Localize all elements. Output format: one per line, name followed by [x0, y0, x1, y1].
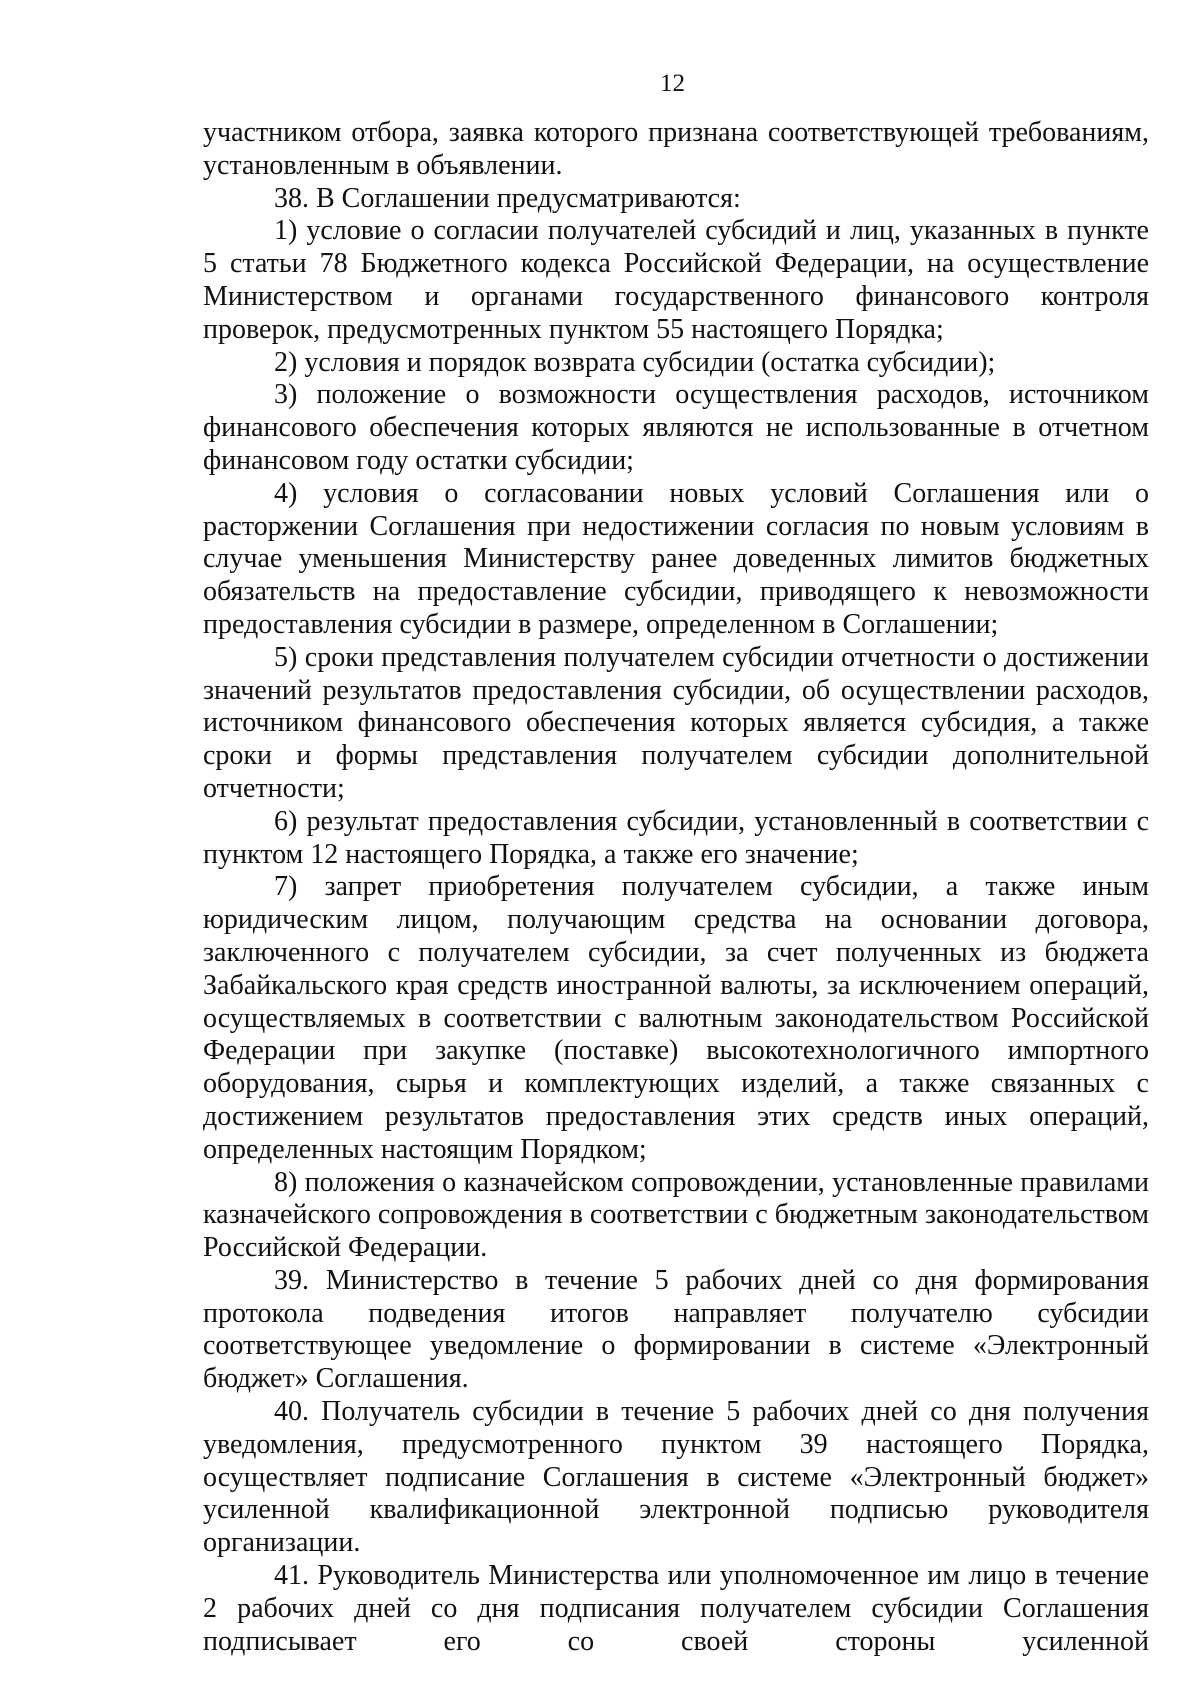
paragraph-38: 38. В Соглашении предусматриваются: — [274, 182, 741, 214]
paragraph-continuation: участником отбора, заявка которого признана соответствующей требованиям, установленным в объявлении. — [203, 117, 1149, 181]
page-number: 12 — [660, 70, 685, 97]
paragraph-38-item-2: 2) условия и порядок возврата субсидии (остатка субсидии); — [274, 346, 996, 378]
paragraph-38-item-8: 8) положения о казначейском сопровождении, установленные правилами казначейского сопровождения в соответствии с бюджетным законодательством Российской Федерации. — [203, 1166, 1149, 1264]
paragraph-40: 40. Получатель субсидии в течение 5 рабочих дней со дня получения уведомления, предусмотренного пунктом 39 настоящего Порядка, осуществляет подписание Соглашения в системе «Электронный бюджет» усиленной квалификационной электронной подписью руководителя организации. — [203, 1396, 1149, 1559]
paragraph-41: 41. Руководитель Министерства или уполномоченное им лицо в течение 2 рабочих дней со дня подписания получателем субсидии Соглашения подписывает его со своей стороны усиленной — [203, 1560, 1149, 1657]
document-body — [203, 117, 1149, 1658]
paragraph-38-item-5: 5) сроки представления получателем субсидии отчетности о достижении значений результатов предоставления субсидии, об осуществлении расходов, источником финансового обеспечения которых является субсидия, а также сроки и формы представления получателем субсидии дополнительной отчетности; — [203, 641, 1149, 804]
paragraph-38-item-7: 7) запрет приобретения получателем субсидии, а также иным юридическим лицом, получающим средства на основании договора, заключенного с получателем субсидии, за счет полученных из бюджета Забайкальского края средств иностранной валюты, за исключением операций, осуществляемых в соответствии с валютным законодательством Российской Федерации при закупке (поставке) высокотехнологичного импортного оборудования, сырья и комплектующих изделий, а также связанных с достижением результатов предоставления этих средств иных операций, определенных настоящим Порядком; — [203, 871, 1149, 1165]
paragraph-38-item-4: 4) условия о согласовании новых условий Соглашения или о расторжении Соглашения при недостижении согласия по новым условиям в случае уменьшения Министерству ранее доведенных лимитов бюджетных обязательств на предоставление субсидии, приводящего к невозможности предоставления субсидии в размере, определенном в Соглашении; — [203, 477, 1149, 640]
paragraph-38-item-3: 3) положение о возможности осуществления расходов, источником финансового обеспечения которых являются не использованные в отчетном финансовом году остатки субсидии; — [203, 379, 1149, 476]
paragraph-38-item-6: 6) результат предоставления субсидии, установленный в соответствии с пунктом 12 настоящего Порядка, а также его значение; — [203, 805, 1149, 870]
paragraph-39: 39. Министерство в течение 5 рабочих дней со дня формирования протокола подведения итогов направляет получателю субсидии соответствующее уведомление о формировании в системе «Электронный бюджет» Соглашения. — [203, 1264, 1149, 1395]
paragraph-38-item-1: 1) условие о согласии получателей субсидий и лиц, указанных в пункте 5 статьи 78 Бюджетного кодекса Российской Федерации, на осуществление Министерством и органами государственного финансового контроля проверок, предусмотренных пунктом 55 настоящего Порядка; — [203, 215, 1149, 345]
